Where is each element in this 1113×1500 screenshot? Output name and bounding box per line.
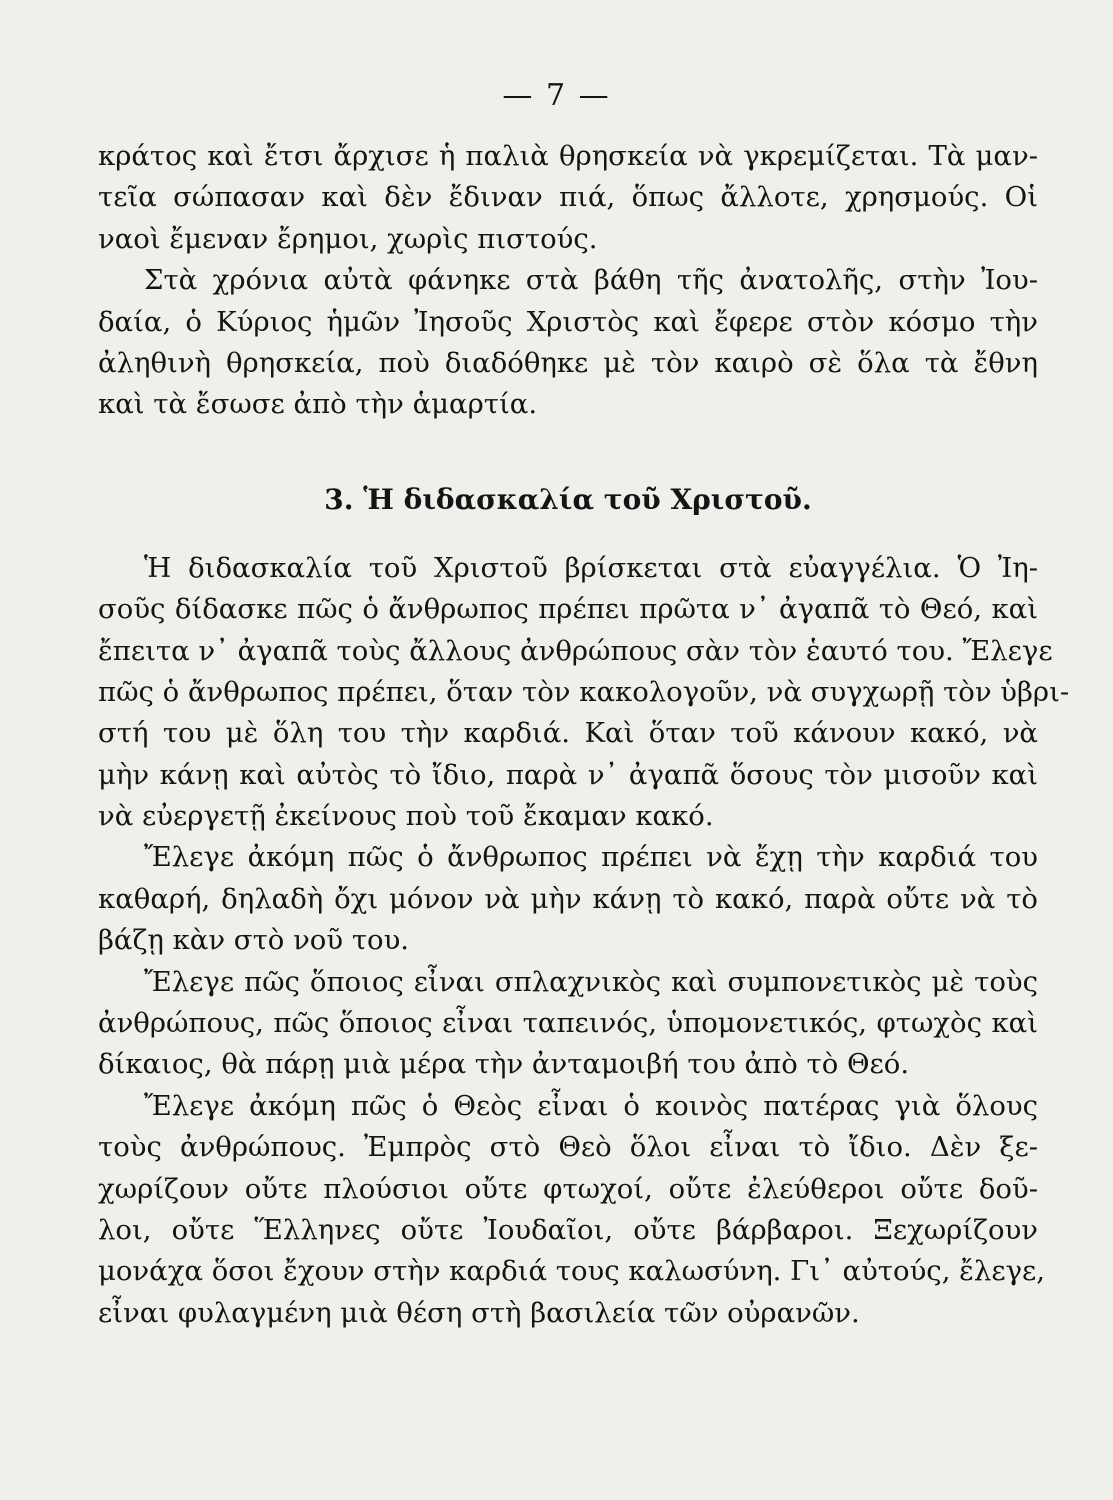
text-line: ἀληθινὴ θρησκεία, ποὺ διαδόθηκε μὲ τὸν καιρὸ σὲ ὅλα τὰ ἔθνη [98, 346, 1038, 379]
text-line: τεῖα σώπασαν καὶ δὲν ἔδιναν πιά, ὅπως ἄλλοτε, χρησμούς. Οἱ [98, 181, 1038, 214]
paragraph [98, 260, 1038, 426]
text-line: χωρίζουν οὔτε πλούσιοι οὔτε φτωχοί, οὔτε ἐλεύθεροι οὔτε δοῦ- [98, 1172, 1038, 1205]
text-line: μὴν κάνῃ καὶ αὐτὸς τὸ ἴδιο, παρὰ ν᾿ ἀγαπᾶ ὅσους τὸν μισοῦν καὶ [98, 758, 1038, 791]
section-heading: 3. Ἡ διδασκαλία τοῦ Χριστοῦ. [324, 482, 812, 516]
text-line: ἀνθρώπους, πῶς ὅποιος εἶναι ταπεινός, ὑπομονετικός, φτωχὸς καὶ [98, 1007, 1038, 1040]
text-line: Ἔλεγε ἀκόμη πῶς ὁ ἄνθρωπος πρέπει νὰ ἔχῃ τὴν καρδιά του [144, 841, 1038, 874]
spacer [98, 530, 1038, 548]
text-line: ναοὶ ἔμεναν ἔρημοι, χωρὶς πιστούς. [98, 222, 598, 255]
text-line: στή του μὲ ὅλη του τὴν καρδιά. Καὶ ὅταν τοῦ κάνουν κακό, νὰ [98, 717, 1038, 750]
text-line: δίκαιος, θὰ πάρῃ μιὰ μέρα τὴν ἀνταμοιβή του ἀπὸ τὸ Θεό. [98, 1048, 910, 1081]
text-line: Στὰ χρόνια αὐτὰ φάνηκε στὰ βάθη τῆς ἀνατολῆς, στὴν Ἰου- [144, 264, 1038, 297]
paragraph [98, 837, 1038, 961]
text-line: πῶς ὁ ἄνθρωπος πρέπει, ὅταν τὸν κακολογοῦν, νὰ συγχωρῇ τὸν ὑβρι- [98, 675, 1070, 708]
text-line: κράτος καὶ ἔτσι ἄρχισε ἡ παλιὰ θρησκεία νὰ γκρεμίζεται. Τὰ μαν- [98, 140, 1038, 172]
text-line: νὰ εὐεργετῇ ἐκείνους ποὺ τοῦ ἔκαμαν κακό. [98, 800, 714, 833]
body-text [98, 136, 1070, 1334]
paragraph [98, 962, 1038, 1086]
text-line: καθαρή, δηλαδὴ ὄχι μόνον νὰ μὴν κάνῃ τὸ κακό, παρὰ οὔτε νὰ τὸ [98, 882, 1038, 915]
text-line: εἶναι φυλαγμένη μιὰ θέση στὴ βασιλεία τῶν οὐρανῶν. [98, 1296, 860, 1329]
paragraph [98, 1086, 1046, 1334]
text-line: ἔπειτα ν᾿ ἀγαπᾶ τοὺς ἄλλους ἀνθρώπους σὰν τὸν ἑαυτό του. Ἔλεγε [98, 634, 1053, 667]
spacer [98, 426, 1038, 470]
paragraph [98, 548, 1070, 838]
text-line: Ἡ διδασκαλία τοῦ Χριστοῦ βρίσκεται στὰ εὐαγγέλια. Ὁ Ἰη- [144, 551, 1038, 584]
text-line: τοὺς ἀνθρώπους. Ἐμπρὸς στὸ Θεὸ ὅλοι εἶναι τὸ ἴδιο. Δὲν ξε- [98, 1131, 1038, 1164]
text-line: Ἔλεγε πῶς ὅποιος εἶναι σπλαχνικὸς καὶ συμπονετικὸς μὲ τοὺς [144, 965, 1038, 998]
text-line: λοι, οὔτε Ἕλληνες οὔτε Ἰουδαῖοι, οὔτε βάρβαροι. Ξεχωρίζουν [98, 1213, 1038, 1246]
text-line: Ἔλεγε ἀκόμη πῶς ὁ Θεὸς εἶναι ὁ κοινὸς πατέρας γιὰ ὅλους [144, 1089, 1038, 1122]
paragraph [98, 136, 1038, 260]
text-line: σοῦς δίδασκε πῶς ὁ ἄνθρωπος πρέπει πρῶτα ν᾿ ἀγαπᾶ τὸ Θεό, καὶ [98, 593, 1038, 626]
text-line: καὶ τὰ ἔσωσε ἀπὸ τὴν ἁμαρτία. [98, 388, 538, 421]
text-line: δαία, ὁ Κύριος ἡμῶν Ἰησοῦς Χριστὸς καὶ ἔφερε στὸν κόσμο τὴν [98, 305, 1038, 338]
text-line: βάζῃ κὰν στὸ νοῦ του. [98, 924, 410, 957]
page-number: — 7 — [502, 78, 611, 113]
text-line: μονάχα ὅσοι ἔχουν στὴν καρδιά τους καλωσύνη. Γι᾿ αὐτούς, ἔλεγε, [98, 1255, 1046, 1288]
